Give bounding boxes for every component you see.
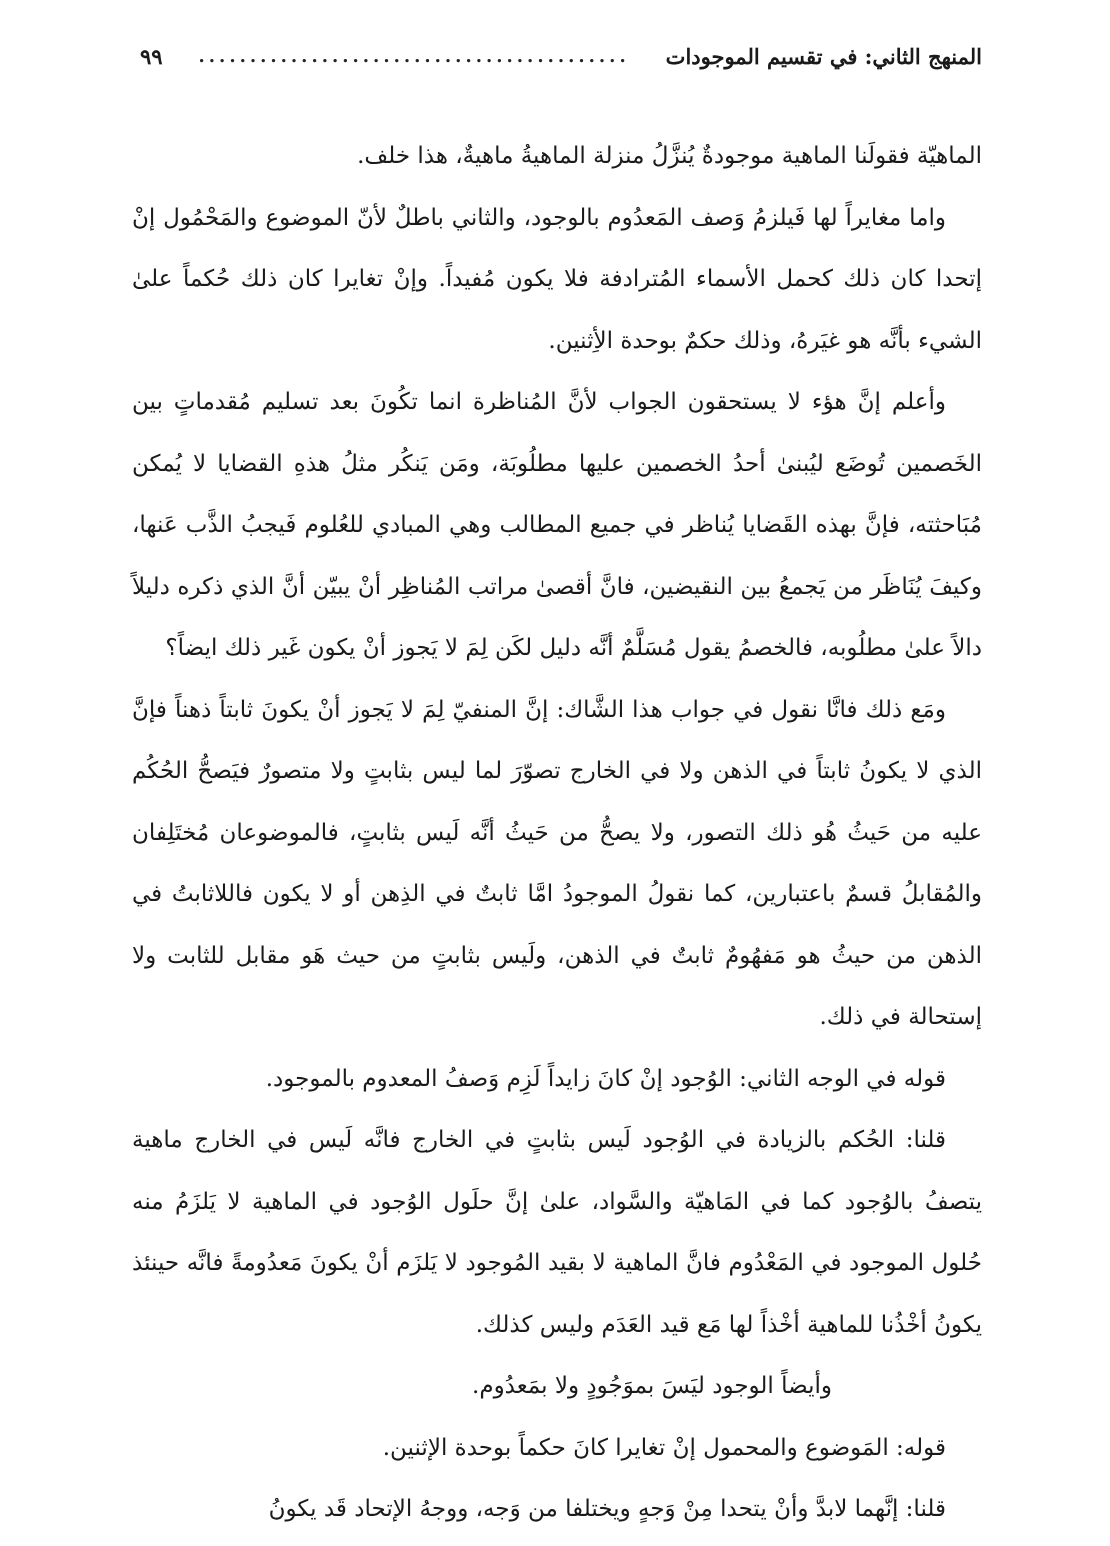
paragraph: قلنا: إنَّهما لابدَّ وأنْ يتحدا مِنْ وَجهٍ ويختلفا من وَجه، ووجهُ الإتحاد قَد يكونُ xyxy=(268,1496,946,1522)
paragraph: واما مغايراً لها فَيلزمُ وَصف المَعدُوم بالوجود، والثاني باطلٌ لأنّ الموضوع والمَحْمُول إنْ إتحدا كان ذلك كحمل الأسماء المُترادفة فلا يكون مُفيداً. وإنْ تغايرا كان ذلك حُكماً علىٰ الشيء بأنَّه هو غيَرهُ، وذلك حكمٌ بوحدة الأِثنين. xyxy=(132,204,982,354)
paragraph: الماهيّة فقولَنا الماهية موجودةٌ يُنزَّلُ منزلة الماهيةُ ماهيةٌ، هذا خلف. xyxy=(357,143,982,169)
running-header xyxy=(140,36,982,76)
paragraph: قلنا: الحُكم بالزيادة في الوُجود لَيس بثابتٍ في الخارج فانَّه لَيس في الخارج ماهية يتصفُ بالوُجود كما في المَاهيّة والسَّواد، علىٰ إنَّ حلَول الوُجود في الماهية لا يَلزَمُ منه حُلول الموجود في المَعْدُوم فانَّ الماهية لا بقيد المُوجود لا يَلزَم أنْ يكونَ مَعدُومةً فانَّه حينئذ يكونُ أخْذُنا للماهية أخْذاً لها مَع قيد العَدَم وليس كذلك. xyxy=(132,1127,982,1338)
paragraph: وأيضاً الوجود ليَسَ بموَجُودٍ ولا بمَعدُوم. xyxy=(472,1373,832,1399)
paragraph: وأعلم إنَّ هؤء لا يستحقون الجواب لأنَّ المُناظرة انما تكُونَ بعد تسليم مُقدماتٍ بين الخَصمين تُوضَع ليُبنىٰ أحدُ الخصمين عليها مطلُوبَة، ومَن يَنكُر مثلُ هذهِ القضايا لا يُمكن مُبَاحثته، فإنَّ بهذه القَضايا يُناظر في جميع المطالب وهي المبادي للعُلوم فَيجبُ الذَّب عَنها، وكيفَ يُنَاظَر من يَجمعُ بين النقيضين، فانَّ أقصىٰ مراتب المُناظِر أنْ يبيّن أنَّ الذي ذكره دليلاً دالاً علىٰ مطلُوبه، فالخصمُ يقول مُسَلَّمٌ أنَّه دليل لكَن لِمَ لا يَجوز أنْ يكون غَير ذلك ايضاً؟ xyxy=(132,389,982,661)
header-title: المنهج الثاني: في تقسيم الموجودات xyxy=(665,43,982,69)
paragraph: قوله في الوجه الثاني: الوُجود إنْ كانَ زايداً لَزِم وَصفُ المعدوم بالموجود. xyxy=(265,1065,946,1092)
paragraph: ومَع ذلك فانَّا نقول في جواب هذا الشَّاك: إنَّ المنفيّ لِمَ لا يَجوز أنْ يكونَ ثابتاً ذهناً فإنَّ الذي لا يكونُ ثابتاً في الذهن ولا في الخارج تصوّرَ لما ليس بثابتٍ ولا متصورٌ فيَصحُّ الحُكُم عليه من حَيثُ هُو ذلك التصور، ولا يصحُّ من حَيثُ أنَّه لَيس بثابتٍ، فالموضوعان مُختَلِفان والمُقابلُ قسمٌ باعتبارين، كما نقولُ الموجودُ امَّا ثابتٌ في الذِهن أو لا يكون فاللاثابتُ في الذهن من حيثُ هو مَفهُومٌ ثابتٌ في الذهن، ولَيس بثابتٍ من حيث هَو مقابل للثابت ولا إستحالة في ذلك. xyxy=(132,696,982,1030)
paragraph: قوله: المَوضوع والمحمول إنْ تغايرا كانَ حكماً بوحدة الإثنين. xyxy=(382,1434,946,1461)
page-number: ٩٩ xyxy=(140,43,163,69)
body-text xyxy=(132,126,982,1541)
header-leader-dots: .......................................... xyxy=(198,45,630,67)
